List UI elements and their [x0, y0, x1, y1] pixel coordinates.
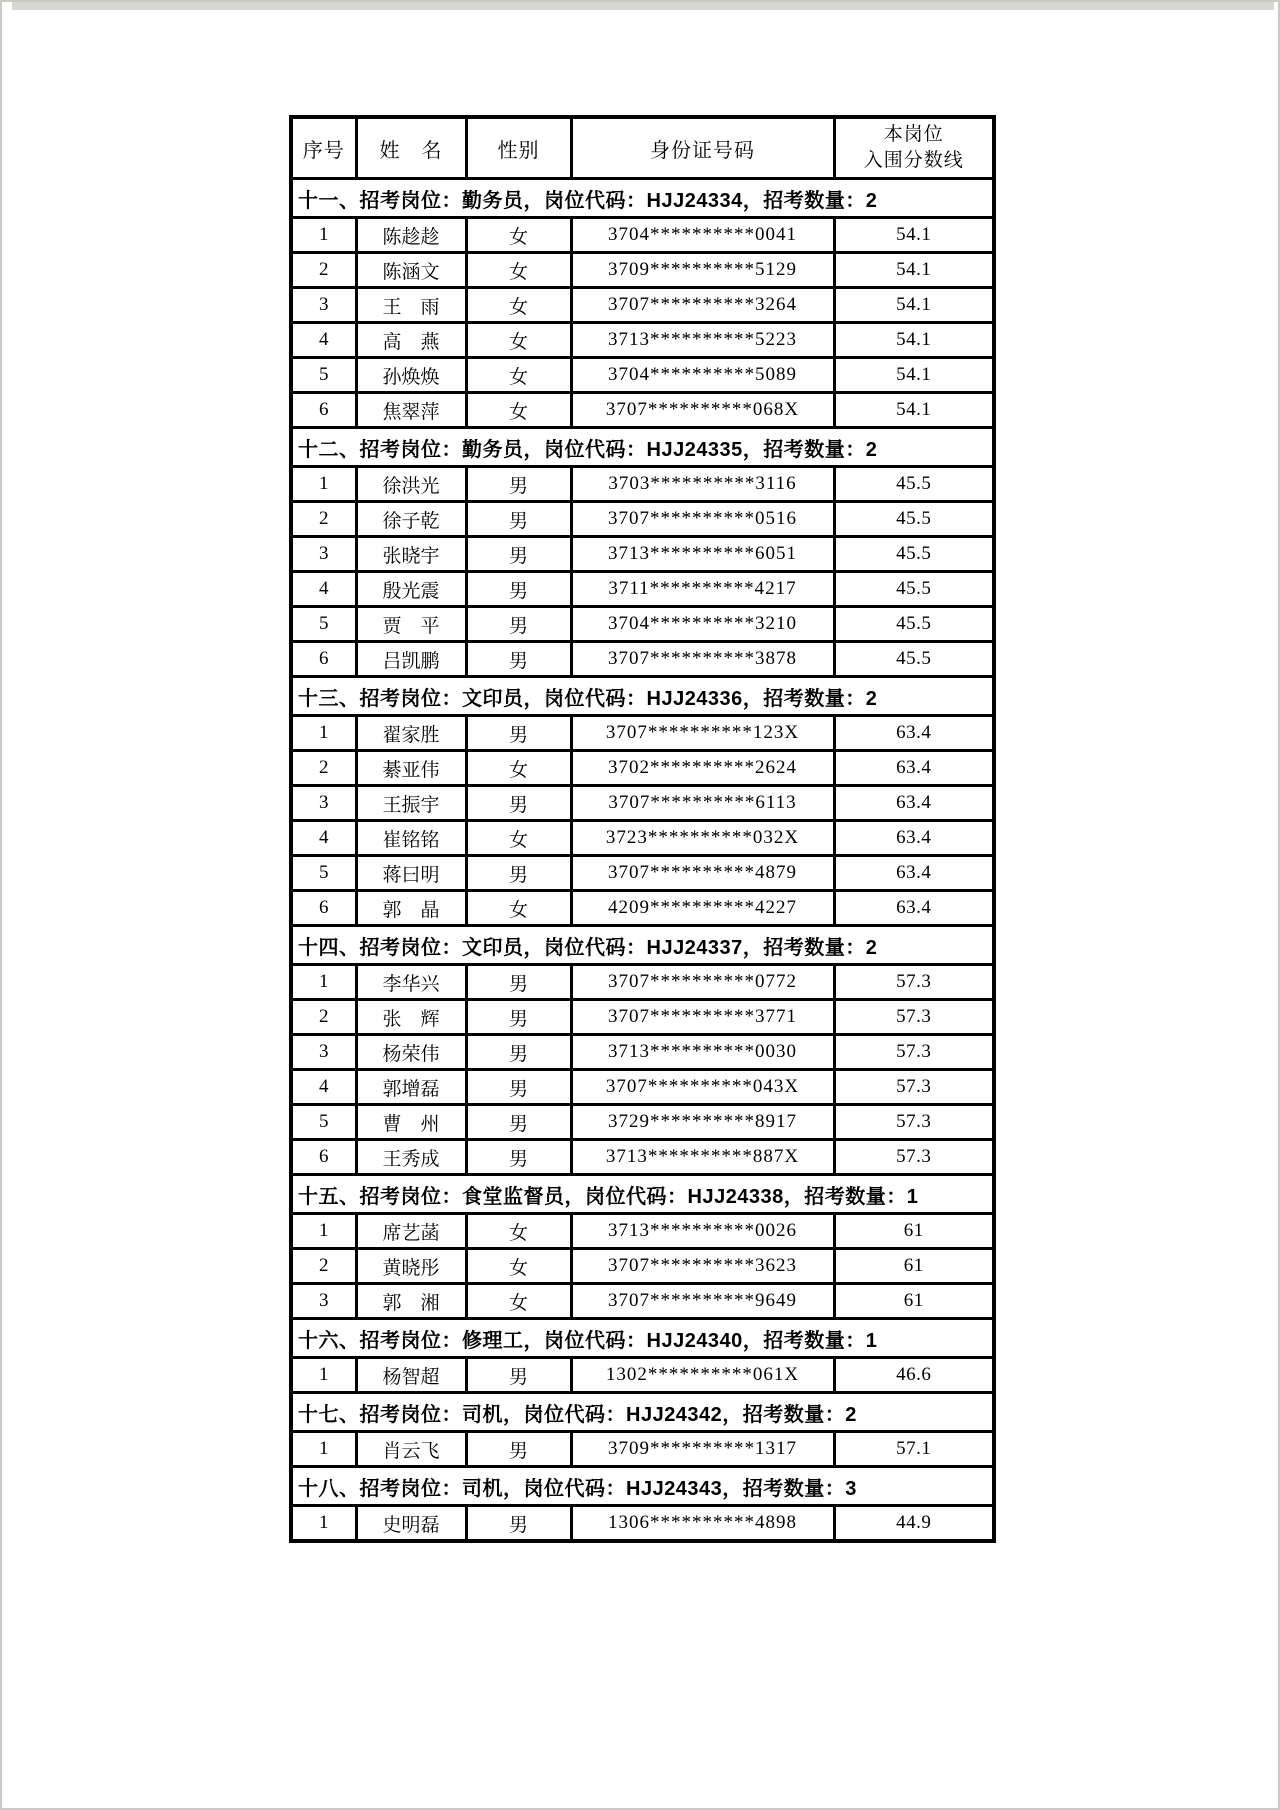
column-header-gender: 性别	[466, 117, 571, 179]
cell-name: 杨智超	[356, 1358, 466, 1393]
cell-seq: 1	[291, 1432, 356, 1467]
cell-gender: 男	[466, 786, 571, 821]
cell-name: 王 雨	[356, 288, 466, 323]
cell-name: 翟家胜	[356, 716, 466, 751]
cell-gender: 女	[466, 323, 571, 358]
cell-name: 崔铭铭	[356, 821, 466, 856]
cell-id: 3707**********068X	[571, 393, 834, 428]
cell-name: 孙焕焕	[356, 358, 466, 393]
cell-name: 徐洪光	[356, 467, 466, 502]
cell-id: 4209**********4227	[571, 891, 834, 926]
table-row	[291, 891, 994, 926]
cell-seq: 5	[291, 1105, 356, 1140]
cell-name: 席艺菡	[356, 1214, 466, 1249]
cell-score: 57.3	[834, 1070, 994, 1105]
column-header-id: 身份证号码	[571, 117, 834, 179]
page-top-edge	[12, 2, 1274, 10]
cell-id: 3729**********8917	[571, 1105, 834, 1140]
cell-name: 郭 晶	[356, 891, 466, 926]
cell-gender: 男	[466, 965, 571, 1000]
cell-name: 蒋曰明	[356, 856, 466, 891]
table-row	[291, 1105, 994, 1140]
table-row	[291, 288, 994, 323]
table-row	[291, 1284, 994, 1319]
table-row	[291, 502, 994, 537]
cell-name: 高 燕	[356, 323, 466, 358]
section-row	[291, 1467, 994, 1506]
cell-seq: 2	[291, 751, 356, 786]
cell-gender: 女	[466, 1284, 571, 1319]
cell-id: 3704**********5089	[571, 358, 834, 393]
cell-id: 3709**********1317	[571, 1432, 834, 1467]
table-row	[291, 1214, 994, 1249]
cell-seq: 4	[291, 323, 356, 358]
cell-name: 郭增磊	[356, 1070, 466, 1105]
cell-gender: 男	[466, 1140, 571, 1175]
cell-id: 3713**********887X	[571, 1140, 834, 1175]
cell-seq: 3	[291, 288, 356, 323]
cell-id: 3713**********0026	[571, 1214, 834, 1249]
table-row	[291, 1249, 994, 1284]
table-row	[291, 1506, 994, 1542]
column-header-seq: 序号	[291, 117, 356, 179]
table-row	[291, 751, 994, 786]
cell-seq: 2	[291, 1000, 356, 1035]
cell-id: 3703**********3116	[571, 467, 834, 502]
cell-score: 45.5	[834, 572, 994, 607]
cell-seq: 1	[291, 1358, 356, 1393]
table-row	[291, 821, 994, 856]
section-row	[291, 1393, 994, 1432]
section-row	[291, 677, 994, 716]
cell-id: 3707**********3771	[571, 1000, 834, 1035]
table-row	[291, 358, 994, 393]
cell-name: 王秀成	[356, 1140, 466, 1175]
cell-name: 吕凯鹏	[356, 642, 466, 677]
cell-seq: 6	[291, 393, 356, 428]
cell-gender: 男	[466, 716, 571, 751]
table-header-row	[291, 117, 994, 179]
cell-seq: 4	[291, 821, 356, 856]
cell-score: 45.5	[834, 502, 994, 537]
cell-score: 44.9	[834, 1506, 994, 1542]
cell-score: 63.4	[834, 821, 994, 856]
cell-gender: 女	[466, 751, 571, 786]
table-row	[291, 786, 994, 821]
cell-seq: 3	[291, 1035, 356, 1070]
cell-name: 张晓宇	[356, 537, 466, 572]
cell-id: 3704**********0041	[571, 218, 834, 253]
cell-gender: 男	[466, 642, 571, 677]
section-title: 十三、招考岗位：文印员，岗位代码：HJJ24336，招考数量：2	[291, 677, 994, 716]
cell-seq: 5	[291, 358, 356, 393]
cell-id: 3707**********4879	[571, 856, 834, 891]
cell-id: 3707**********0772	[571, 965, 834, 1000]
cell-score: 57.1	[834, 1432, 994, 1467]
cell-id: 3707**********0516	[571, 502, 834, 537]
cell-name: 贾 平	[356, 607, 466, 642]
cell-seq: 2	[291, 502, 356, 537]
cell-id: 3707**********123X	[571, 716, 834, 751]
cell-score: 54.1	[834, 218, 994, 253]
table-row	[291, 1358, 994, 1393]
cell-gender: 女	[466, 358, 571, 393]
table-row	[291, 393, 994, 428]
cell-gender: 女	[466, 1249, 571, 1284]
table-row	[291, 716, 994, 751]
cell-score: 63.4	[834, 716, 994, 751]
cell-seq: 4	[291, 572, 356, 607]
cell-gender: 男	[466, 1035, 571, 1070]
cell-gender: 女	[466, 1214, 571, 1249]
cell-name: 王振宇	[356, 786, 466, 821]
cell-seq: 5	[291, 607, 356, 642]
table-row	[291, 856, 994, 891]
section-row	[291, 179, 994, 218]
column-header-score-line2: 入围分数线	[863, 150, 964, 171]
cell-score: 61	[834, 1284, 994, 1319]
cell-seq: 6	[291, 891, 356, 926]
cell-gender: 男	[466, 856, 571, 891]
cell-gender: 男	[466, 1358, 571, 1393]
score-table	[289, 115, 996, 1543]
cell-gender: 女	[466, 891, 571, 926]
cell-score: 57.3	[834, 1140, 994, 1175]
cell-id: 3704**********3210	[571, 607, 834, 642]
cell-seq: 1	[291, 218, 356, 253]
cell-score: 46.6	[834, 1358, 994, 1393]
cell-gender: 女	[466, 288, 571, 323]
section-title: 十七、招考岗位：司机，岗位代码：HJJ24342，招考数量：2	[291, 1393, 994, 1432]
cell-score: 61	[834, 1214, 994, 1249]
cell-gender: 男	[466, 1506, 571, 1542]
cell-score: 63.4	[834, 786, 994, 821]
cell-name: 史明磊	[356, 1506, 466, 1542]
cell-name: 李华兴	[356, 965, 466, 1000]
cell-seq: 3	[291, 1284, 356, 1319]
cell-gender: 男	[466, 502, 571, 537]
cell-id: 3707**********043X	[571, 1070, 834, 1105]
cell-seq: 4	[291, 1070, 356, 1105]
cell-score: 63.4	[834, 891, 994, 926]
cell-gender: 女	[466, 821, 571, 856]
cell-score: 54.1	[834, 358, 994, 393]
cell-seq: 2	[291, 1249, 356, 1284]
cell-name: 杨荣伟	[356, 1035, 466, 1070]
cell-id: 3707**********3878	[571, 642, 834, 677]
cell-name: 徐子乾	[356, 502, 466, 537]
cell-score: 57.3	[834, 1000, 994, 1035]
cell-gender: 男	[466, 1000, 571, 1035]
cell-seq: 1	[291, 1506, 356, 1542]
column-header-name: 姓 名	[356, 117, 466, 179]
cell-name: 陈趁趁	[356, 218, 466, 253]
cell-seq: 6	[291, 642, 356, 677]
cell-id: 3702**********2624	[571, 751, 834, 786]
cell-name: 黄晓彤	[356, 1249, 466, 1284]
section-title: 十六、招考岗位：修理工，岗位代码：HJJ24340，招考数量：1	[291, 1319, 994, 1358]
cell-id: 3713**********0030	[571, 1035, 834, 1070]
cell-score: 54.1	[834, 323, 994, 358]
section-title: 十一、招考岗位：勤务员，岗位代码：HJJ24334，招考数量：2	[291, 179, 994, 218]
cell-id: 3707**********6113	[571, 786, 834, 821]
cell-id: 3713**********6051	[571, 537, 834, 572]
section-row	[291, 1175, 994, 1214]
cell-gender: 男	[466, 537, 571, 572]
cell-seq: 1	[291, 965, 356, 1000]
cell-name: 殷光震	[356, 572, 466, 607]
cell-name: 曹 州	[356, 1105, 466, 1140]
cell-seq: 5	[291, 856, 356, 891]
section-row	[291, 428, 994, 467]
cell-seq: 3	[291, 537, 356, 572]
section-row	[291, 926, 994, 965]
cell-seq: 3	[291, 786, 356, 821]
cell-score: 45.5	[834, 642, 994, 677]
cell-name: 郭 湘	[356, 1284, 466, 1319]
cell-id: 3709**********5129	[571, 253, 834, 288]
section-title: 十二、招考岗位：勤务员，岗位代码：HJJ24335，招考数量：2	[291, 428, 994, 467]
cell-id: 3713**********5223	[571, 323, 834, 358]
table-row	[291, 572, 994, 607]
cell-name: 陈涵文	[356, 253, 466, 288]
table-row	[291, 1140, 994, 1175]
section-row	[291, 1319, 994, 1358]
cell-name: 肖云飞	[356, 1432, 466, 1467]
cell-score: 54.1	[834, 393, 994, 428]
cell-id: 3707**********3264	[571, 288, 834, 323]
cell-id: 3723**********032X	[571, 821, 834, 856]
cell-score: 45.5	[834, 467, 994, 502]
cell-id: 3707**********9649	[571, 1284, 834, 1319]
table-row	[291, 965, 994, 1000]
cell-gender: 女	[466, 393, 571, 428]
cell-score: 57.3	[834, 1105, 994, 1140]
table-row	[291, 253, 994, 288]
cell-score: 63.4	[834, 856, 994, 891]
table-row	[291, 1432, 994, 1467]
cell-seq: 1	[291, 716, 356, 751]
cell-score: 61	[834, 1249, 994, 1284]
cell-gender: 男	[466, 467, 571, 502]
cell-seq: 6	[291, 1140, 356, 1175]
cell-score: 54.1	[834, 253, 994, 288]
cell-id: 3707**********3623	[571, 1249, 834, 1284]
cell-gender: 男	[466, 1070, 571, 1105]
table-row	[291, 1000, 994, 1035]
cell-gender: 男	[466, 607, 571, 642]
section-title: 十四、招考岗位：文印员，岗位代码：HJJ24337，招考数量：2	[291, 926, 994, 965]
cell-id: 1302**********061X	[571, 1358, 834, 1393]
cell-score: 57.3	[834, 1035, 994, 1070]
cell-id: 3711**********4217	[571, 572, 834, 607]
cell-id: 1306**********4898	[571, 1506, 834, 1542]
cell-seq: 1	[291, 467, 356, 502]
cell-name: 焦翠萍	[356, 393, 466, 428]
cell-name: 张 辉	[356, 1000, 466, 1035]
cell-gender: 男	[466, 572, 571, 607]
cell-score: 45.5	[834, 537, 994, 572]
column-header-score	[834, 117, 994, 179]
cell-gender: 女	[466, 253, 571, 288]
table-row	[291, 642, 994, 677]
table-row	[291, 1035, 994, 1070]
section-title: 十五、招考岗位：食堂监督员，岗位代码：HJJ24338，招考数量：1	[291, 1175, 994, 1214]
cell-score: 57.3	[834, 965, 994, 1000]
table-row	[291, 467, 994, 502]
table-row	[291, 537, 994, 572]
section-title: 十八、招考岗位：司机，岗位代码：HJJ24343，招考数量：3	[291, 1467, 994, 1506]
cell-gender: 男	[466, 1105, 571, 1140]
table-row	[291, 1070, 994, 1105]
cell-gender: 女	[466, 218, 571, 253]
cell-name: 綦亚伟	[356, 751, 466, 786]
table-row	[291, 607, 994, 642]
column-header-score-line1: 本岗位	[883, 124, 944, 145]
cell-gender: 男	[466, 1432, 571, 1467]
cell-seq: 2	[291, 253, 356, 288]
table-row	[291, 218, 994, 253]
table-row	[291, 323, 994, 358]
cell-score: 45.5	[834, 607, 994, 642]
cell-score: 54.1	[834, 288, 994, 323]
cell-score: 63.4	[834, 751, 994, 786]
cell-seq: 1	[291, 1214, 356, 1249]
